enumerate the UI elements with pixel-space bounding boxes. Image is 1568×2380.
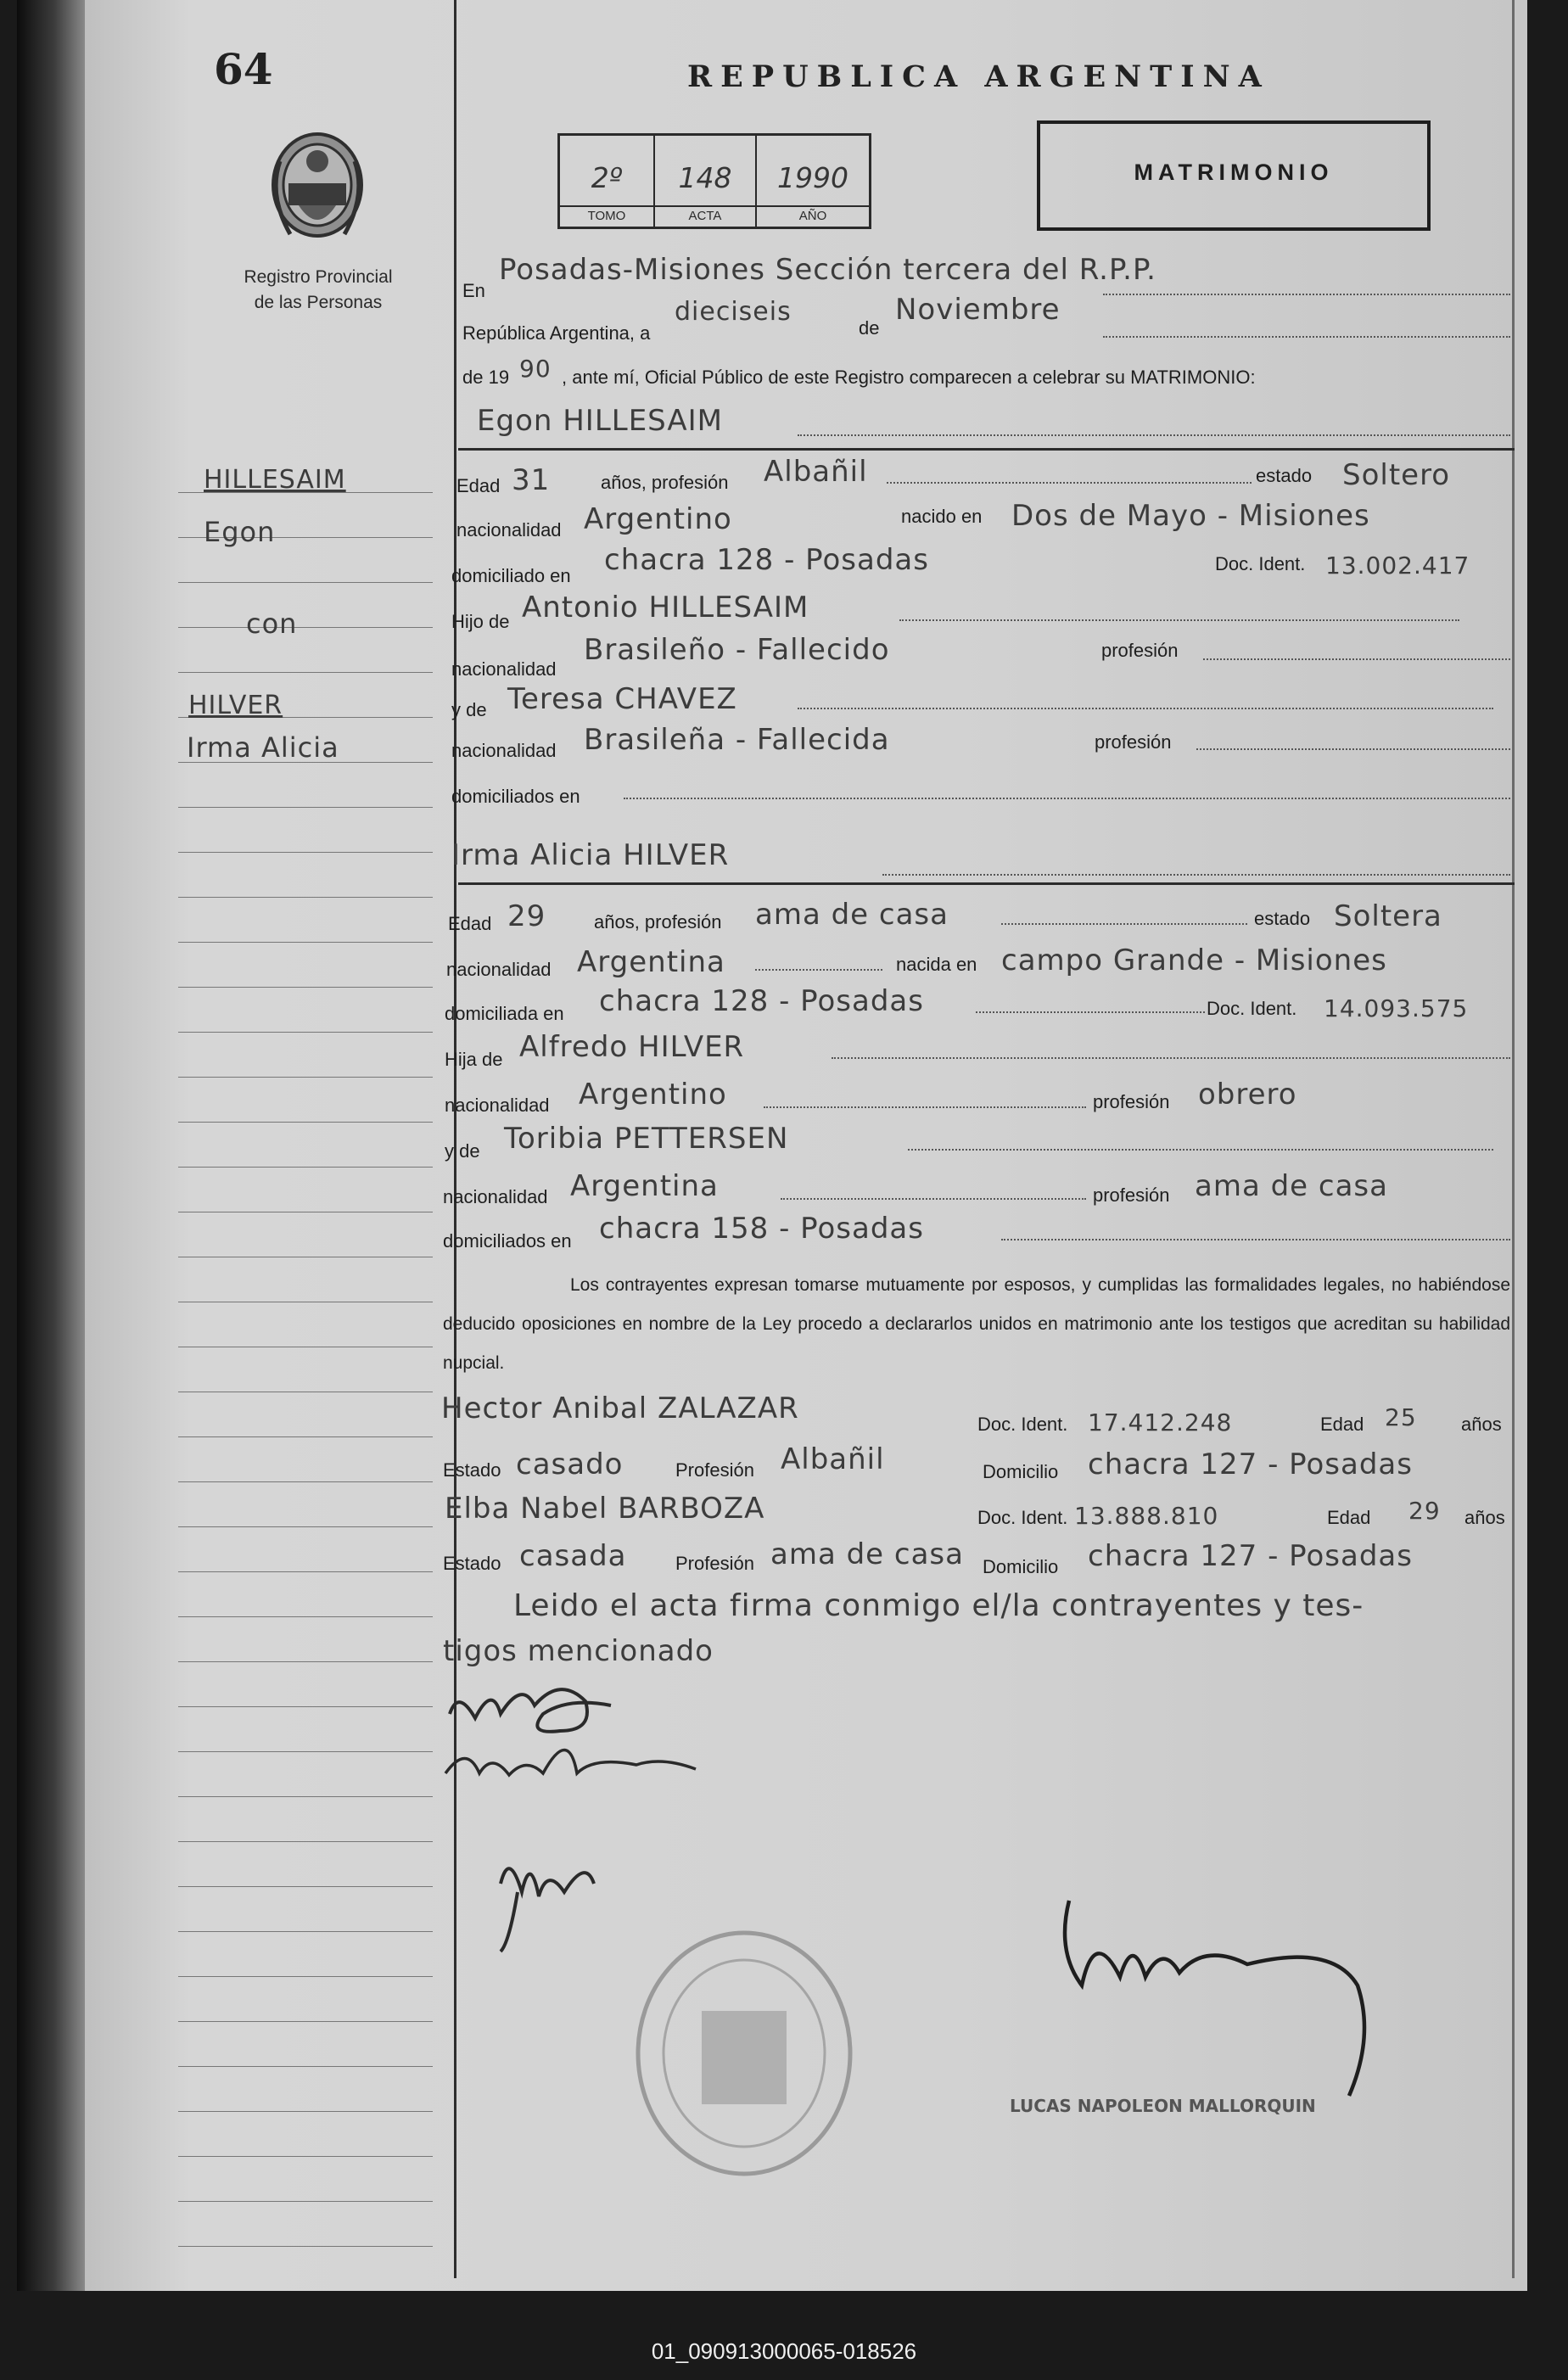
intro-en-label: En bbox=[462, 280, 485, 301]
groom-father: Antonio HILLESAIM bbox=[522, 591, 809, 624]
bride-mother-nat-label: nacionalidad bbox=[443, 1186, 548, 1207]
margin-rule-line bbox=[178, 1976, 433, 1977]
bride-mother-label: y de bbox=[445, 1140, 480, 1162]
bride-father: Alfredo HILVER bbox=[519, 1030, 745, 1064]
registry-round-stamp bbox=[632, 1926, 857, 2181]
margin-bride-name: Irma Alicia bbox=[187, 731, 339, 764]
groom-father-nat-label: nacionalidad bbox=[451, 658, 557, 680]
bride-doc: 14.093.575 bbox=[1324, 994, 1469, 1022]
official-signature bbox=[1052, 1884, 1375, 2104]
intro-sentence: , ante mí, Oficial Público de este Registro comparecen a celebrar su MATRIMONIO: bbox=[562, 367, 1256, 388]
margin-rule-line bbox=[178, 1032, 433, 1033]
margin-divider bbox=[454, 0, 456, 2278]
bride-nac-label: nacionalidad bbox=[446, 959, 552, 980]
witness2-status: casada bbox=[519, 1539, 627, 1573]
witness1-doc: 17.412.248 bbox=[1088, 1408, 1233, 1436]
groom-age: 31 bbox=[512, 463, 551, 497]
book-binding bbox=[17, 0, 85, 2291]
margin-rule-line bbox=[178, 1796, 433, 1797]
intro-de-label: de bbox=[859, 317, 880, 339]
bride-nacida-label: nacida en bbox=[896, 954, 977, 975]
groom-nationality: Argentino bbox=[584, 502, 732, 536]
bride-doc-label: Doc. Ident. bbox=[1207, 998, 1297, 1019]
record-type-label: MATRIMONIO bbox=[1134, 160, 1334, 185]
groom-mother: Teresa CHAVEZ bbox=[507, 682, 737, 716]
groom-full-name: Egon HILLESAIM bbox=[477, 404, 724, 438]
page-number: 64 bbox=[214, 44, 273, 94]
groom-mother-nat-label: nacionalidad bbox=[451, 740, 557, 761]
groom-birthplace: Dos de Mayo - Misiones bbox=[1011, 499, 1370, 533]
bride-dom-label: domiciliada en bbox=[445, 1003, 564, 1024]
country-title: REPUBLICA ARGENTINA bbox=[687, 59, 1270, 94]
tomo-cell bbox=[560, 136, 655, 227]
intro-country-label: República Argentina, a bbox=[462, 322, 651, 344]
groom-nacido-label: nacido en bbox=[901, 506, 983, 527]
margin-rule-line bbox=[178, 1122, 433, 1123]
groom-mother-label: y de bbox=[451, 699, 487, 720]
line bbox=[1001, 923, 1247, 925]
bride-father-nat: Argentino bbox=[579, 1078, 727, 1112]
witness2-anos-label: años bbox=[1464, 1507, 1505, 1528]
margin-rule-line bbox=[178, 1886, 433, 1887]
groom-mother-prof-label: profesión bbox=[1095, 731, 1172, 753]
tomo-value: 2º bbox=[591, 161, 623, 194]
bride-parents-address: chacra 158 - Posadas bbox=[599, 1212, 924, 1246]
intro-year-prefix: de 19 bbox=[462, 367, 510, 388]
margin-rule-line bbox=[178, 2066, 433, 2067]
groom-mother-nat: Brasileña - Fallecida bbox=[584, 723, 890, 757]
line bbox=[798, 708, 1493, 709]
tomo-label: TOMO bbox=[560, 205, 653, 223]
official-stamp-name: LUCAS NAPOLEON MALLORQUIN bbox=[1010, 2096, 1316, 2116]
margin-rule-line bbox=[178, 897, 433, 898]
witness1-dom-label: Domicilio bbox=[983, 1461, 1059, 1482]
witness1-status: casado bbox=[516, 1448, 624, 1481]
coat-of-arms-seal bbox=[265, 127, 371, 246]
closing-line1: Leido el acta firma conmigo el/la contrayentes y tes- bbox=[513, 1588, 1364, 1623]
bride-nationality: Argentina bbox=[577, 945, 725, 979]
line bbox=[899, 619, 1459, 621]
margin-rule-line bbox=[178, 1661, 433, 1662]
groom-edad-label: Edad bbox=[456, 475, 501, 496]
line bbox=[832, 1057, 1510, 1059]
bride-mother-prof-label: profesión bbox=[1093, 1184, 1170, 1206]
margin-rule-line bbox=[178, 1077, 433, 1078]
margin-groom-surname: HILLESAIM bbox=[204, 465, 346, 495]
margin-rule-line bbox=[178, 1481, 433, 1482]
bride-mother-nat: Argentina bbox=[570, 1169, 719, 1203]
line bbox=[755, 969, 882, 971]
bride-address: chacra 128 - Posadas bbox=[599, 984, 924, 1018]
margin-rule-line bbox=[178, 1167, 433, 1168]
margin-rule-line bbox=[178, 1571, 433, 1572]
intro-year-suffix: 90 bbox=[519, 355, 552, 383]
bride-full-name: Irma Alicia HILVER bbox=[451, 838, 730, 872]
witness-signature bbox=[484, 1833, 628, 1960]
line bbox=[798, 434, 1510, 436]
groom-estado-label: estado bbox=[1256, 465, 1313, 486]
bride-father-nat-label: nacionalidad bbox=[445, 1095, 550, 1116]
line bbox=[908, 1149, 1493, 1151]
margin-rule-line bbox=[178, 2201, 433, 2202]
witness2-estado-label: Estado bbox=[443, 1553, 501, 1574]
margin-rule-line bbox=[178, 672, 433, 673]
intro-month: Noviembre bbox=[895, 293, 1061, 327]
margin-rule-line bbox=[178, 1706, 433, 1707]
line bbox=[1203, 658, 1510, 660]
witness2-edad-label: Edad bbox=[1327, 1507, 1371, 1528]
line bbox=[882, 874, 1510, 876]
groom-parents-dom-label: domiciliados en bbox=[451, 786, 580, 807]
witness2-name: Elba Nabel BARBOZA bbox=[445, 1492, 765, 1526]
witness1-edad-label: Edad bbox=[1320, 1414, 1364, 1435]
witness2-dom-label: Domicilio bbox=[983, 1556, 1059, 1577]
margin-rule-line bbox=[178, 1841, 433, 1842]
line bbox=[781, 1198, 1086, 1200]
witness1-age: 25 bbox=[1385, 1403, 1417, 1431]
margin-rule-line bbox=[178, 852, 433, 853]
margin-rule-line bbox=[178, 2111, 433, 2112]
groom-father-label: Hijo de bbox=[451, 611, 510, 632]
section-rule bbox=[458, 448, 1515, 451]
margin-rule-line bbox=[178, 1526, 433, 1527]
groom-anos-prof-label: años, profesión bbox=[601, 472, 729, 493]
witness1-address: chacra 127 - Posadas bbox=[1088, 1448, 1413, 1481]
margin-rule-line bbox=[178, 582, 433, 583]
section-rule bbox=[458, 882, 1515, 885]
margin-rule-line bbox=[178, 942, 433, 943]
bride-father-prof-label: profesión bbox=[1093, 1091, 1170, 1112]
bride-birthplace: campo Grande - Misiones bbox=[1001, 944, 1387, 977]
margin-bride-surname: HILVER bbox=[188, 691, 283, 720]
acta-value: 148 bbox=[678, 161, 732, 194]
witness2-age: 29 bbox=[1408, 1497, 1441, 1525]
closing-line2: tigos mencionado bbox=[443, 1634, 714, 1668]
registry-name-line1: Registro Provincial bbox=[244, 267, 393, 287]
bride-age: 29 bbox=[507, 899, 546, 933]
line bbox=[1196, 748, 1510, 750]
line bbox=[976, 1011, 1205, 1013]
groom-nac-label: nacionalidad bbox=[456, 519, 562, 540]
margin-rule-line bbox=[178, 2246, 433, 2247]
groom-profession: Albañil bbox=[764, 455, 868, 489]
acta-cell bbox=[655, 136, 757, 227]
witness1-anos-label: años bbox=[1461, 1414, 1502, 1435]
bride-parents-dom-label: domiciliados en bbox=[443, 1230, 572, 1252]
line bbox=[1103, 294, 1510, 295]
registry-name bbox=[204, 265, 433, 316]
right-margin-rule bbox=[1512, 0, 1515, 2278]
record-reference-box bbox=[557, 133, 871, 229]
intro-day: dieciseis bbox=[675, 297, 792, 327]
margin-rule-line bbox=[178, 1616, 433, 1617]
bride-status: Soltera bbox=[1334, 899, 1442, 933]
margin-rule-line bbox=[178, 1931, 433, 1932]
groom-signature bbox=[441, 1680, 747, 1790]
bride-edad-label: Edad bbox=[448, 913, 492, 934]
margin-rule-line bbox=[178, 807, 433, 808]
bride-father-label: Hija de bbox=[445, 1049, 503, 1070]
file-name-label: 01_090913000065-018526 bbox=[651, 2338, 917, 2364]
anio-value: 1990 bbox=[777, 161, 848, 194]
groom-father-prof-label: profesión bbox=[1101, 640, 1179, 661]
groom-status: Soltero bbox=[1342, 458, 1451, 492]
margin-rule-line bbox=[178, 2021, 433, 2022]
groom-doc-label: Doc. Ident. bbox=[1215, 553, 1306, 574]
witness2-prof-label: Profesión bbox=[675, 1553, 754, 1574]
witness1-profession: Albañil bbox=[781, 1442, 885, 1476]
groom-father-nat: Brasileño - Fallecido bbox=[584, 633, 890, 667]
declaration-paragraph: Los contrayentes expresan tomarse mutuamente por esposos, y cumplidas las formalidades legales, no habiéndose deducido oposiciones en nombre de la Ley procedo a declararlos unidos en matrimonio ante los testigos que acreditan su habilidad nupcial. bbox=[443, 1275, 1510, 1373]
bride-mother: Toribia PETTERSEN bbox=[504, 1122, 789, 1156]
registry-name-line2: de las Personas bbox=[254, 293, 383, 312]
groom-doc: 13.002.417 bbox=[1325, 552, 1470, 580]
line bbox=[1103, 336, 1510, 338]
margin-rule-line bbox=[178, 987, 433, 988]
intro-place: Posadas-Misiones Sección tercera del R.P.P. bbox=[499, 253, 1156, 287]
margin-rule-line bbox=[178, 1436, 433, 1437]
line bbox=[624, 798, 1510, 799]
line bbox=[1001, 1239, 1510, 1240]
anio-label: AÑO bbox=[757, 205, 869, 223]
witness2-doc: 13.888.810 bbox=[1074, 1502, 1219, 1530]
line bbox=[764, 1106, 1086, 1108]
margin-conjunction: con bbox=[246, 608, 298, 640]
witness1-doc-label: Doc. Ident. bbox=[977, 1414, 1068, 1435]
margin-rule-line bbox=[178, 627, 433, 628]
bride-father-prof: obrero bbox=[1198, 1078, 1297, 1112]
bride-anos-prof-label: años, profesión bbox=[594, 911, 722, 932]
bride-profession: ama de casa bbox=[755, 898, 949, 932]
groom-dom-label: domiciliado en bbox=[451, 565, 571, 586]
witness1-prof-label: Profesión bbox=[675, 1459, 754, 1481]
groom-address: chacra 128 - Posadas bbox=[604, 543, 929, 577]
bride-mother-prof: ama de casa bbox=[1195, 1169, 1388, 1203]
witness2-address: chacra 127 - Posadas bbox=[1088, 1539, 1413, 1573]
margin-rule-line bbox=[178, 2156, 433, 2157]
witness1-name: Hector Anibal ZALAZAR bbox=[441, 1392, 799, 1425]
acta-label: ACTA bbox=[655, 205, 755, 223]
record-type-box bbox=[1037, 120, 1431, 231]
bride-estado-label: estado bbox=[1254, 908, 1311, 929]
witness2-profession: ama de casa bbox=[770, 1537, 964, 1571]
margin-rule-line bbox=[178, 1751, 433, 1752]
witness1-estado-label: Estado bbox=[443, 1459, 501, 1481]
line bbox=[887, 482, 1252, 484]
anio-cell bbox=[757, 136, 869, 227]
margin-groom-name: Egon bbox=[204, 516, 276, 548]
witness2-doc-label: Doc. Ident. bbox=[977, 1507, 1068, 1528]
